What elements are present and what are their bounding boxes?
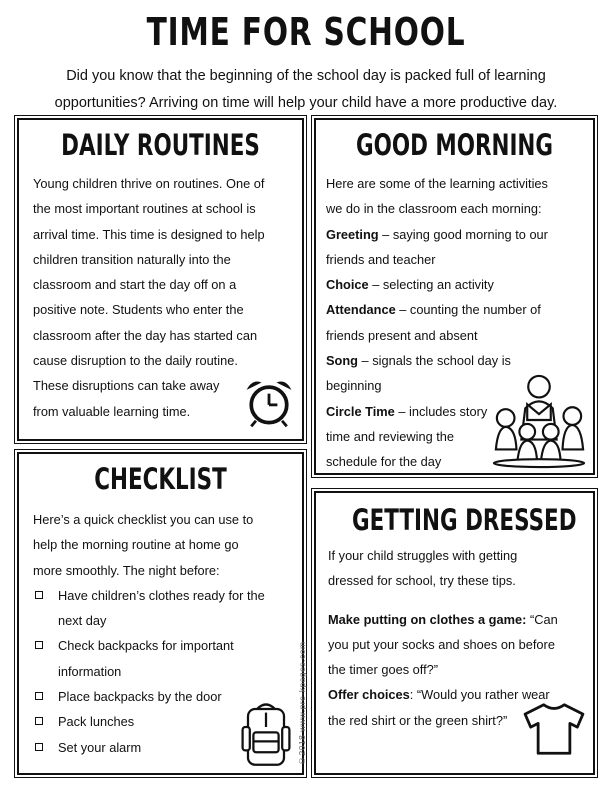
daily-routines-box: [17, 118, 304, 441]
text-line: arrival time. This time is designed to help: [33, 226, 265, 242]
checkbox-icon: [35, 641, 43, 649]
text-line: If your child struggles with getting: [328, 548, 518, 563]
text-line: the most important routines at school is: [33, 201, 256, 217]
intro-text: Did you know that the beginning of the school day is packed full of learning opportunities? Arriving on time will help your child have a more productive day.: [54, 68, 558, 111]
text-line: schedule for the day: [326, 454, 442, 470]
checkbox-icon: [35, 692, 43, 700]
text-line: cause disruption to the daily routine.: [33, 353, 238, 369]
text-line: the timer goes off?”: [328, 662, 439, 678]
text-line: more smoothly. The night before:: [33, 562, 220, 578]
text-line: beginning: [326, 378, 382, 394]
text-line: Make putting on clothes a game: “Can: [328, 611, 558, 627]
list-item: Set your alarm: [33, 735, 301, 760]
copyright-credit: ©2018 www.pre-kpages.com: [297, 641, 307, 766]
good-morning-heading: GOOD MORNING: [355, 128, 554, 162]
list-item: Place backpacks by the door: [33, 684, 301, 709]
checkbox-icon: [35, 717, 43, 725]
backpack-icon: [239, 700, 293, 772]
text-line: Choice – selecting an activity: [326, 277, 494, 293]
list-item: Have children’s clothes ready for the next day: [33, 583, 301, 634]
text-line: you put your socks and shoes on before: [328, 636, 555, 652]
text-line: we do in the classroom each morning:: [326, 201, 542, 217]
text-line: help the morning routine at home go: [33, 537, 239, 553]
daily-routines-heading: DAILY ROUTINES: [61, 128, 260, 162]
page-title: TIME FOR SCHOOL: [146, 10, 466, 54]
list-item: Check backpacks for important information: [33, 633, 301, 684]
text-line: Young children thrive on routines. One of: [33, 176, 265, 191]
text-line: These disruptions can take away: [33, 378, 220, 394]
text-line: Offer choices: “Would you rather wear: [328, 687, 550, 703]
text-line: Greeting – saying good morning to our: [326, 226, 548, 242]
text-line: Circle Time – includes story: [326, 403, 488, 419]
story-time-icon: [490, 371, 588, 469]
alarm-clock-icon: [241, 375, 297, 431]
text-line: classroom and start the day off on a: [33, 277, 237, 293]
getting-dressed-box: [314, 491, 595, 775]
text-line: Song – signals the school day is: [326, 353, 511, 369]
tshirt-icon: [521, 701, 587, 757]
getting-dressed-heading: GETTING DRESSED: [352, 503, 577, 537]
text-line: Here’s a quick checklist you can use to: [33, 512, 254, 527]
text-line: [328, 594, 593, 607]
text-line: time and reviewing the: [326, 428, 455, 444]
text-line: positive note. Students who enter the: [33, 302, 244, 318]
list-item: Pack lunches: [33, 709, 301, 734]
text-line: friends present and absent: [326, 327, 478, 343]
checklist-heading: CHECKLIST: [94, 462, 227, 496]
good-morning-box: [314, 118, 595, 475]
text-line: children transition naturally into the: [33, 251, 231, 267]
text-line: friends and teacher: [326, 251, 436, 267]
checkbox-icon: [35, 591, 43, 599]
text-line: Here are some of the learning activities: [326, 176, 548, 191]
checklist-box: [17, 452, 304, 775]
text-line: classroom after the day has started can: [33, 327, 258, 343]
text-line: Attendance – counting the number of: [326, 302, 541, 318]
text-line: dressed for school, try these tips.: [328, 573, 516, 589]
checkbox-icon: [35, 743, 43, 751]
text-line: from valuable learning time.: [33, 403, 191, 419]
text-line: the red shirt or the green shirt?”: [328, 712, 508, 728]
